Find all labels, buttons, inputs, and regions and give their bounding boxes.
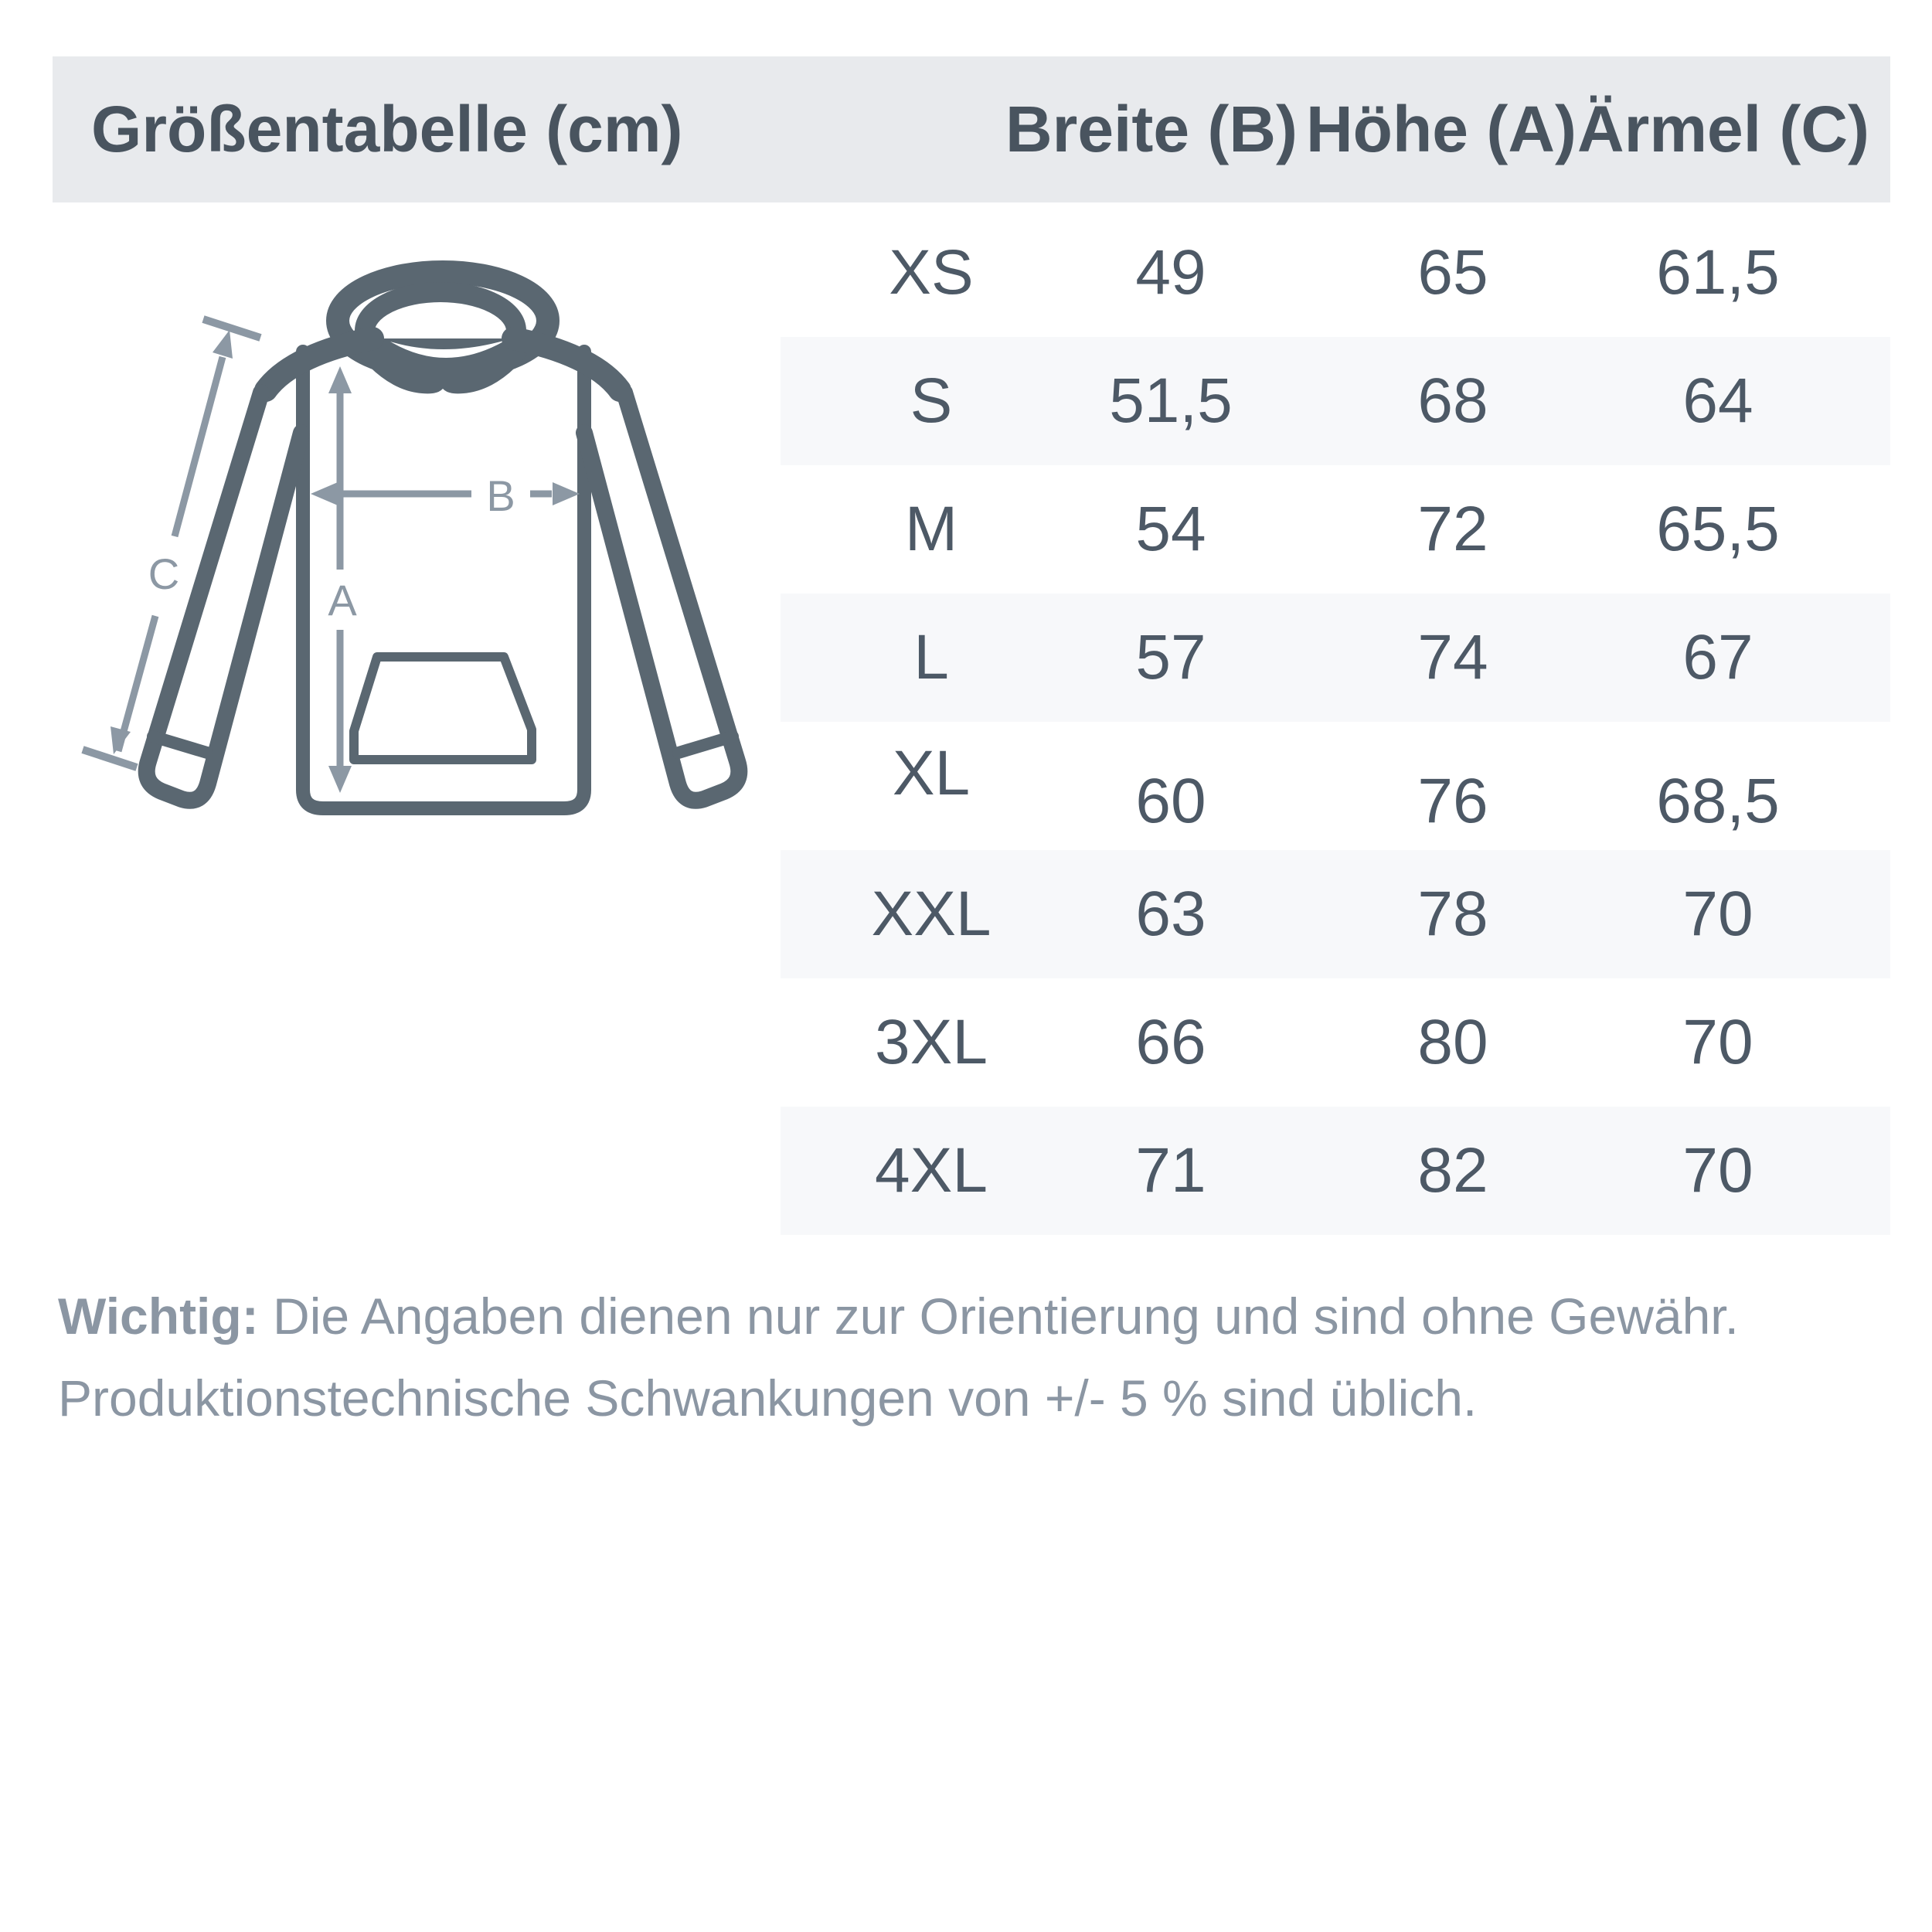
cell-breite: 51,5 bbox=[1109, 366, 1233, 436]
table-row bbox=[781, 850, 1890, 978]
cell-size: L bbox=[913, 622, 949, 692]
cell-breite: 71 bbox=[1135, 1135, 1206, 1206]
table-header-bar bbox=[53, 56, 1890, 202]
table-row bbox=[781, 978, 1890, 1107]
cell-aermel: 68,5 bbox=[1656, 766, 1780, 836]
hoodie-diagram-svg bbox=[46, 209, 788, 873]
cell-size: 3XL bbox=[875, 1007, 988, 1077]
table-rows bbox=[781, 209, 1890, 1235]
footer-bold: Wichtig: bbox=[58, 1287, 259, 1345]
page-title: Größentabelle (cm) bbox=[91, 93, 683, 165]
cell-aermel: 65,5 bbox=[1656, 494, 1780, 564]
pocket-outline bbox=[354, 657, 532, 760]
cell-aermel: 70 bbox=[1682, 1135, 1753, 1206]
label-c: C bbox=[148, 549, 180, 598]
footer-line-1-rest: Die Angaben dienen nur zur Orientierung und sind ohne Gewähr. bbox=[258, 1287, 1739, 1345]
table-row bbox=[781, 465, 1890, 594]
cell-hoehe: 80 bbox=[1417, 1007, 1488, 1077]
cell-hoehe: 68 bbox=[1417, 366, 1488, 436]
table-row bbox=[781, 209, 1890, 337]
shoulder-right bbox=[513, 338, 620, 390]
cell-aermel: 61,5 bbox=[1656, 237, 1780, 308]
cell-hoehe: 76 bbox=[1417, 766, 1488, 836]
cell-hoehe: 74 bbox=[1417, 622, 1488, 692]
cell-aermel: 64 bbox=[1682, 366, 1753, 436]
footer-line-1 bbox=[58, 1275, 1739, 1357]
column-header-aermel: Ärmel (C) bbox=[1577, 93, 1870, 165]
table-row bbox=[781, 594, 1890, 722]
cell-breite: 60 bbox=[1135, 766, 1206, 836]
cell-hoehe: 82 bbox=[1417, 1135, 1488, 1206]
cell-aermel: 70 bbox=[1682, 879, 1753, 949]
table-row bbox=[781, 1107, 1890, 1235]
cell-breite: 54 bbox=[1135, 494, 1206, 564]
cell-size: 4XL bbox=[875, 1135, 988, 1206]
size-table bbox=[781, 209, 1890, 1235]
shoulder-left bbox=[266, 338, 372, 390]
cell-aermel: 67 bbox=[1682, 622, 1753, 692]
cell-size: M bbox=[904, 494, 958, 564]
cell-breite: 66 bbox=[1135, 1007, 1206, 1077]
cell-size: XXL bbox=[871, 879, 992, 949]
cell-breite: 63 bbox=[1135, 879, 1206, 949]
cell-breite: 49 bbox=[1135, 237, 1206, 308]
measure-arrow-b bbox=[311, 471, 580, 520]
cell-breite: 57 bbox=[1135, 622, 1206, 692]
column-header-hoehe: Höhe (A) bbox=[1306, 93, 1577, 165]
cell-hoehe: 78 bbox=[1417, 879, 1488, 949]
footer-note bbox=[58, 1275, 1739, 1439]
cell-aermel: 70 bbox=[1682, 1007, 1753, 1077]
footer-line-2: Produktionstechnische Schwankungen von +/- 5 % sind üblich. bbox=[58, 1369, 1478, 1427]
cell-size: XS bbox=[889, 237, 974, 308]
table-row bbox=[781, 337, 1890, 465]
table-row bbox=[781, 722, 1890, 850]
cell-hoehe: 65 bbox=[1417, 237, 1488, 308]
label-b: B bbox=[486, 471, 515, 520]
label-a: A bbox=[328, 576, 357, 624]
hoodie-measurement-diagram bbox=[46, 209, 788, 873]
cell-hoehe: 72 bbox=[1417, 494, 1488, 564]
cell-size: S bbox=[910, 366, 953, 436]
cuff-left bbox=[153, 736, 207, 753]
cuff-right bbox=[679, 736, 733, 753]
cell-size: XL bbox=[892, 738, 971, 808]
column-header-breite: Breite (B) bbox=[1005, 93, 1298, 165]
